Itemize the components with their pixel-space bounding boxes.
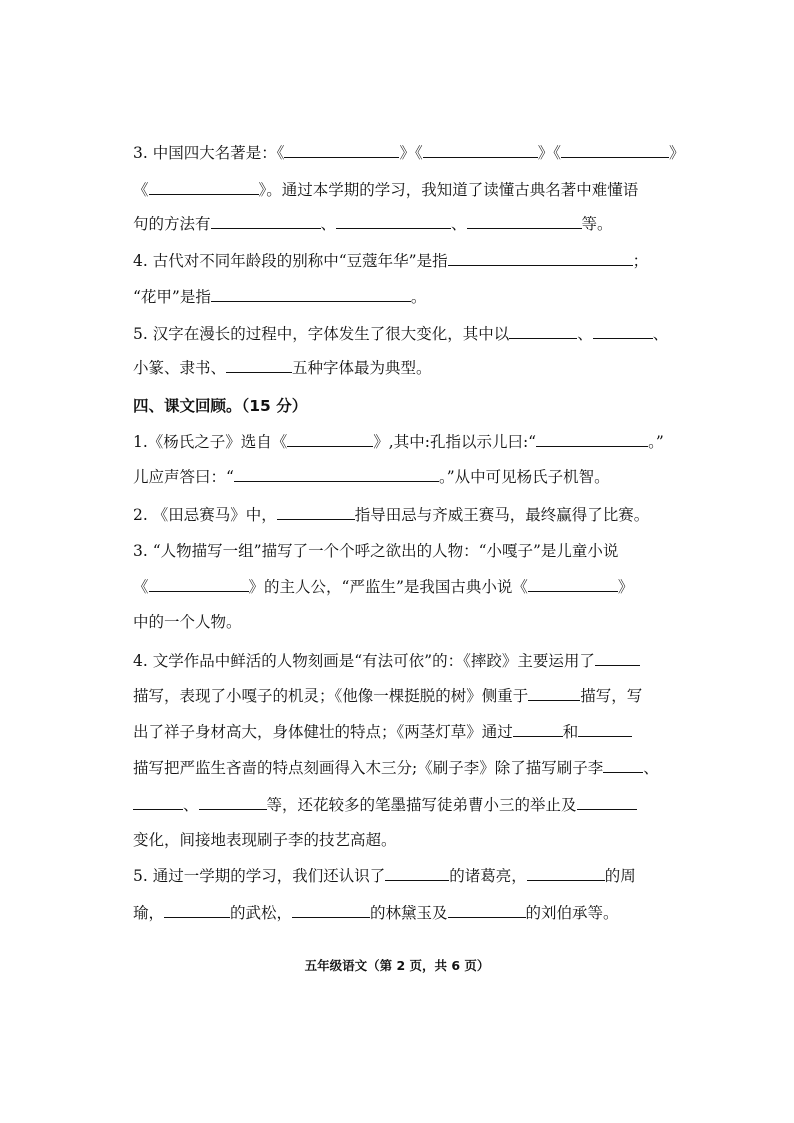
r2-text: 2. 《田忌赛马》中， — [133, 506, 277, 524]
answer-blank[interactable] — [211, 214, 321, 229]
answer-blank[interactable] — [536, 432, 648, 447]
page-footer: 五年级语文（第 2 页，共 6 页） — [304, 958, 490, 973]
answer-blank[interactable] — [199, 795, 267, 810]
answer-blank[interactable] — [527, 866, 605, 881]
answer-blank[interactable] — [561, 143, 669, 158]
r1-line-2 — [133, 467, 610, 487]
r3-line-2 — [133, 577, 633, 597]
answer-blank[interactable] — [336, 214, 451, 229]
r1-text: 》,其中:孔指以示儿曰:“ — [373, 433, 537, 451]
answer-blank[interactable] — [593, 324, 653, 339]
q3-text: 》《 — [399, 144, 423, 162]
answer-blank[interactable] — [292, 903, 370, 918]
q3-text: 》《 — [537, 144, 561, 162]
q5-text: 五种字体最为典型。 — [292, 359, 432, 377]
r4-text: 等，还花较多的笔墨描写徒弟曹小三的举止及 — [266, 796, 577, 814]
r4-text: 描写，写 — [580, 687, 643, 705]
r4-text: 出了祥子身材高大，身体健壮的特点；《两茎灯草》通过 — [133, 723, 513, 741]
q3-text: 等。 — [581, 215, 613, 233]
q3-text: 句的方法有 — [133, 215, 211, 233]
separator: 、 — [451, 215, 467, 233]
answer-blank[interactable] — [448, 903, 526, 918]
q3-line-1 — [133, 143, 685, 163]
r4-line-2 — [133, 686, 642, 706]
separator: 、 — [577, 325, 593, 343]
section-heading: 四、课文回顾。（15 分） — [133, 397, 308, 415]
r5-text: 的诸葛亮， — [449, 867, 527, 885]
answer-blank[interactable] — [448, 251, 633, 266]
r4-text: 、 — [643, 759, 659, 777]
r2-text: 指导田忌与齐威王赛马，最终赢得了比赛。 — [354, 506, 650, 524]
separator: 、 — [652, 325, 669, 343]
r3-line-1 — [133, 541, 618, 561]
q5-line-2 — [133, 358, 432, 378]
r4-text: 描写，表现了小嘎子的机灵；《他像一棵挺脱的树》侧重于 — [133, 687, 529, 705]
q3-text: 3. 中国四大名著是：《 — [133, 144, 285, 162]
answer-blank[interactable] — [149, 577, 249, 592]
answer-blank[interactable] — [277, 505, 355, 520]
answer-blank[interactable] — [578, 722, 632, 737]
answer-blank[interactable] — [595, 651, 640, 666]
r4-text: 描写把严监生吝啬的特点刻画得入木三分;《刷子李》除了描写刷子李 — [133, 759, 604, 777]
answer-blank[interactable] — [164, 903, 230, 918]
r1-text: 1.《杨氏之子》选自《 — [133, 433, 288, 451]
r5-text: 的周 — [604, 867, 636, 885]
r1-line-1 — [133, 432, 664, 452]
r4-text: 变化，间接地表现刷子李的技艺高超。 — [133, 831, 397, 849]
r5-text: 5. 通过一学期的学习，我们还认识了 — [133, 867, 386, 885]
r3-line-3 — [133, 612, 242, 632]
r3-text: 中的一个人物。 — [133, 613, 242, 631]
q3-line-3 — [133, 214, 613, 234]
r5-text: 的林黛玉及 — [370, 904, 448, 922]
r2-line — [133, 505, 649, 525]
r5-line-1 — [133, 866, 636, 886]
q3-line-2 — [133, 180, 638, 200]
answer-blank[interactable] — [509, 324, 577, 339]
q4-text: 4. 古代对不同年龄段的别称中“豆蔻年华”是指 — [133, 252, 448, 270]
q5-text: 小篆、隶书、 — [133, 359, 227, 377]
q4-text: 。 — [410, 288, 427, 306]
separator: 、 — [183, 796, 199, 814]
q5-text: 5. 汉字在漫长的过程中，字体发生了很大变化，其中以 — [133, 325, 510, 343]
answer-blank[interactable] — [226, 358, 292, 373]
answer-blank[interactable] — [385, 866, 449, 881]
r5-text: 瑜， — [133, 904, 165, 922]
q3-text: 》。通过本学期的学习，我知道了读懂古典名著中难懂语 — [258, 181, 639, 199]
r5-text: 的武松， — [230, 904, 293, 922]
answer-blank[interactable] — [467, 214, 582, 229]
r3-text: 《 — [133, 578, 149, 596]
q4-text: ； — [632, 252, 649, 270]
answer-blank[interactable] — [234, 467, 439, 482]
answer-blank[interactable] — [284, 143, 399, 158]
answer-blank[interactable] — [577, 795, 637, 810]
answer-blank[interactable] — [211, 287, 411, 302]
answer-blank[interactable] — [423, 143, 538, 158]
answer-blank[interactable] — [133, 795, 183, 810]
r5-line-2 — [133, 903, 619, 923]
separator: 、 — [320, 215, 337, 233]
r4-line-3 — [133, 722, 632, 742]
answer-blank[interactable] — [603, 758, 643, 773]
q5-line-1 — [133, 324, 668, 344]
r1-text: 儿应声答曰：“ — [133, 468, 234, 486]
answer-blank[interactable] — [287, 432, 373, 447]
r4-line-6 — [133, 830, 397, 850]
answer-blank[interactable] — [528, 577, 618, 592]
r3-text: 》的主人公，“严监生”是我国古典小说《 — [248, 578, 528, 596]
answer-blank[interactable] — [149, 180, 259, 195]
r4-text: 和 — [562, 723, 579, 741]
r1-text: 。”从中可见杨氏子机智。 — [438, 468, 610, 486]
r4-line-1 — [133, 651, 640, 671]
r4-line-4 — [133, 758, 659, 778]
r5-text: 的刘伯承等。 — [525, 904, 619, 922]
r1-text: 。” — [648, 433, 664, 451]
r3-text: 》 — [617, 578, 634, 596]
q3-text: 》 — [669, 144, 685, 162]
answer-blank[interactable] — [513, 722, 563, 737]
q4-line-1 — [133, 251, 648, 271]
q4-text: “花甲”是指 — [133, 288, 211, 306]
r3-text: 3. “人物描写一组”描写了一个个呼之欲出的人物：“小嘎子”是儿童小说 — [133, 542, 619, 560]
q4-line-2 — [133, 287, 426, 307]
r4-text: 4. 文学作品中鲜活的人物刻画是“有法可依”的：《摔跤》主要运用了 — [133, 652, 595, 670]
q3-text: 《 — [133, 181, 149, 199]
answer-blank[interactable] — [528, 686, 580, 701]
r4-line-5 — [133, 795, 637, 815]
